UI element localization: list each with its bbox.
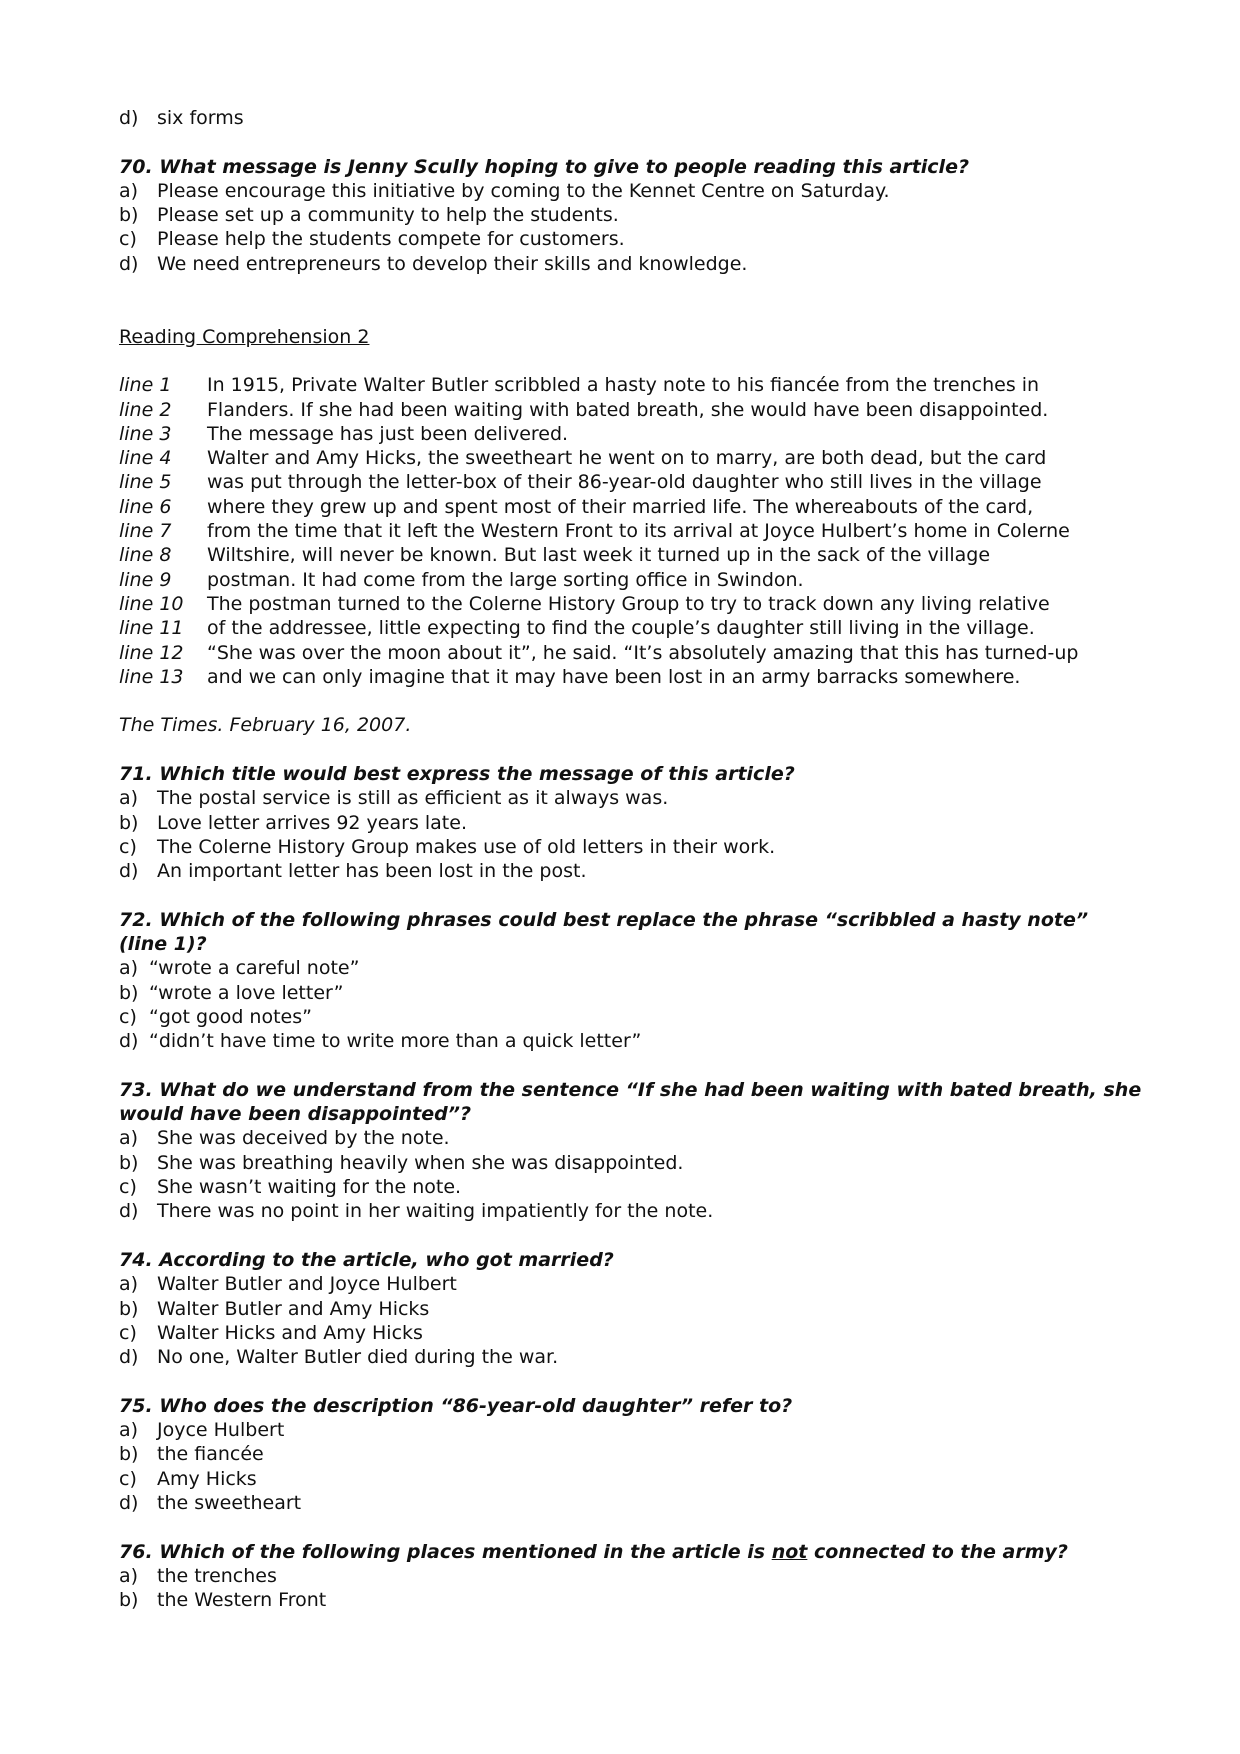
option-letter: d): [119, 107, 139, 129]
option-letter: c): [119, 835, 137, 858]
line-text: The postman turned to the Colerne History Group to try to track down any living relative: [207, 592, 1050, 615]
option-letter: a): [119, 957, 139, 980]
option-letter: d): [119, 252, 139, 275]
option-letter: a): [119, 1564, 139, 1587]
option-text: She was deceived by the note.: [157, 1127, 450, 1150]
option-line: [119, 1588, 1119, 1612]
option-line: [119, 203, 1119, 227]
option-letter: b): [119, 1297, 139, 1320]
question-70: 70. What message is Jenny Scully hoping to give to people reading this article?: [119, 155, 969, 178]
line-number: line 11: [119, 617, 184, 640]
option-letter: d): [119, 1030, 139, 1053]
article-line: [119, 398, 1119, 422]
option-letter: a): [119, 1273, 139, 1296]
option-letter: c): [119, 1176, 137, 1199]
exam-page: [119, 106, 1142, 1612]
line-number: line 10: [119, 592, 184, 615]
option-letter: a): [119, 787, 139, 810]
option-letter: d): [119, 1200, 139, 1223]
line-text: was put through the letter-box of their 86-year-old daughter who still lives in the village: [207, 471, 1042, 494]
question-73-cont: would have been disappointed”?: [119, 1103, 471, 1126]
option-line: [119, 1175, 1119, 1199]
article-line: [119, 592, 1119, 616]
option-letter: a): [119, 1127, 139, 1150]
article-line: [119, 568, 1119, 592]
article-line: [119, 495, 1119, 519]
question-72-cont: (line 1)?: [119, 933, 207, 956]
question-71: 71. Which title would best express the message of this article?: [119, 763, 795, 786]
emphasis-not: not: [771, 1540, 808, 1563]
option-line: [119, 981, 1119, 1005]
line-number: line 13: [119, 665, 184, 688]
option-text: Walter Hicks and Amy Hicks: [157, 1321, 423, 1344]
option-text: “got good notes”: [149, 1005, 312, 1028]
line-text: Walter and Amy Hicks, the sweetheart he went on to marry, are both dead, but the card: [207, 447, 1047, 470]
option-line: [119, 1297, 1119, 1321]
option-line: [119, 227, 1119, 251]
option-letter: b): [119, 811, 139, 834]
article-text: [119, 373, 1119, 689]
line-text: where they grew up and spent most of their married life. The whereabouts of the card,: [207, 495, 1034, 518]
option-text: She wasn’t waiting for the note.: [157, 1176, 462, 1199]
option-text: “didn’t have time to write more than a quick letter”: [149, 1030, 642, 1053]
option-text: No one, Walter Butler died during the war.: [157, 1346, 559, 1369]
option-text: Joyce Hulbert: [157, 1419, 285, 1442]
question-74: 74. According to the article, who got married?: [119, 1248, 614, 1271]
option-letter: b): [119, 1443, 139, 1466]
line-number: line 2: [119, 398, 172, 421]
option-line: [119, 1491, 1119, 1515]
option-letter: b): [119, 1589, 139, 1612]
line-number: line 1: [119, 374, 172, 397]
line-text: postman. It had come from the large sorting office in Swindon.: [207, 568, 804, 591]
option-letter: d): [119, 1346, 139, 1369]
option-letter: b): [119, 204, 139, 227]
option-letter: d): [119, 1491, 139, 1514]
option-line: [119, 956, 1119, 980]
option-line: [119, 1005, 1119, 1029]
article-line: [119, 446, 1119, 470]
line-number: line 9: [119, 568, 172, 591]
line-number: line 6: [119, 495, 172, 518]
question-72: 72. Which of the following phrases could best replace the phrase “scribbled a hasty note”: [119, 908, 1089, 931]
option-line: [119, 811, 1119, 835]
line-text: and we can only imagine that it may have been lost in an army barracks somewhere.: [207, 665, 1021, 688]
option-text: An important letter has been lost in the post.: [157, 860, 587, 883]
article-line: [119, 422, 1119, 446]
option-line: [119, 1418, 1119, 1442]
option-letter: c): [119, 228, 137, 251]
article-line: [119, 373, 1119, 397]
question-76-part: connected to the army?: [807, 1540, 1068, 1563]
option-letter: a): [119, 1419, 139, 1442]
option-line: [119, 1564, 1119, 1588]
article-line: [119, 641, 1119, 665]
option-text: Please encourage this initiative by coming to the Kennet Centre on Saturday.: [157, 179, 890, 202]
line-number: line 5: [119, 471, 172, 494]
question-76-part: 76. Which of the following places mentioned in the article is: [119, 1540, 772, 1563]
option-text: “wrote a love letter”: [149, 981, 344, 1004]
option-line: [119, 179, 1119, 203]
option-line: [119, 1199, 1119, 1223]
line-text: In 1915, Private Walter Butler scribbled a hasty note to his fiancée from the trenches in: [207, 374, 1040, 397]
section-heading: Reading Comprehension 2: [119, 325, 370, 348]
line-text: from the time that it left the Western Front to its arrival at Joyce Hulbert’s home in Colerne: [207, 520, 1070, 543]
option-text: Please set up a community to help the students.: [157, 204, 619, 227]
option-letter: d): [119, 860, 139, 883]
option-line: [119, 1345, 1119, 1369]
option-text: Amy Hicks: [157, 1467, 257, 1490]
option-letter: c): [119, 1005, 137, 1028]
option-text: the trenches: [157, 1564, 277, 1587]
line-number: line 12: [119, 641, 184, 664]
article-line: [119, 665, 1119, 689]
option-text: Walter Butler and Amy Hicks: [157, 1297, 430, 1320]
line-text: Wiltshire, will never be known. But last week it turned up in the sack of the village: [207, 544, 991, 567]
option-text: The Colerne History Group makes use of old letters in their work.: [157, 835, 776, 858]
option-text: Please help the students compete for customers.: [157, 228, 625, 251]
option-line: [119, 1272, 1119, 1296]
option-line: [119, 1321, 1119, 1345]
option-line: [119, 1151, 1119, 1175]
option-text: “wrote a careful note”: [149, 957, 360, 980]
question-76: [119, 1540, 1119, 1564]
option-text: We need entrepreneurs to develop their skills and knowledge.: [157, 252, 748, 275]
option-letter: c): [119, 1321, 137, 1344]
option-letter: b): [119, 1151, 139, 1174]
option-text: Love letter arrives 92 years late.: [157, 811, 467, 834]
option-line: [119, 1442, 1119, 1466]
article-line: [119, 519, 1119, 543]
option-line: [119, 786, 1119, 810]
line-text: of the addressee, little expecting to find the couple’s daughter still living in the village.: [207, 617, 1035, 640]
option-text: the fiancée: [157, 1443, 264, 1466]
option-text: six forms: [157, 107, 244, 129]
option-text: Walter Butler and Joyce Hulbert: [157, 1273, 457, 1296]
option-line: [119, 106, 1119, 130]
line-number: line 3: [119, 422, 172, 445]
article-line: [119, 543, 1119, 567]
line-text: “She was over the moon about it”, he said. “It’s absolutely amazing that this has turned-up: [207, 641, 1079, 664]
option-letter: a): [119, 179, 139, 202]
question-73: 73. What do we understand from the sentence “If she had been waiting with bated breath, she: [119, 1078, 1142, 1101]
option-letter: b): [119, 981, 139, 1004]
line-text: The message has just been delivered.: [207, 422, 569, 445]
option-text: There was no point in her waiting impatiently for the note.: [157, 1200, 714, 1223]
option-text: She was breathing heavily when she was disappointed.: [157, 1151, 684, 1174]
option-text: the sweetheart: [157, 1491, 302, 1514]
option-line: [119, 835, 1119, 859]
article-line: [119, 616, 1119, 640]
option-text: the Western Front: [157, 1589, 327, 1612]
option-line: [119, 1467, 1119, 1491]
option-line: [119, 1029, 1119, 1053]
question-75: 75. Who does the description “86-year-old daughter” refer to?: [119, 1394, 793, 1417]
line-number: line 7: [119, 520, 172, 543]
article-source: The Times. February 16, 2007.: [119, 714, 412, 737]
option-line: [119, 1126, 1119, 1150]
line-number: line 4: [119, 447, 172, 470]
option-letter: c): [119, 1467, 137, 1490]
line-text: Flanders. If she had been waiting with bated breath, she would have been disappointed.: [207, 398, 1049, 421]
option-line: [119, 252, 1119, 276]
option-line: [119, 859, 1119, 883]
article-line: [119, 470, 1119, 494]
option-text: The postal service is still as efficient as it always was.: [157, 787, 669, 810]
line-number: line 8: [119, 544, 172, 567]
